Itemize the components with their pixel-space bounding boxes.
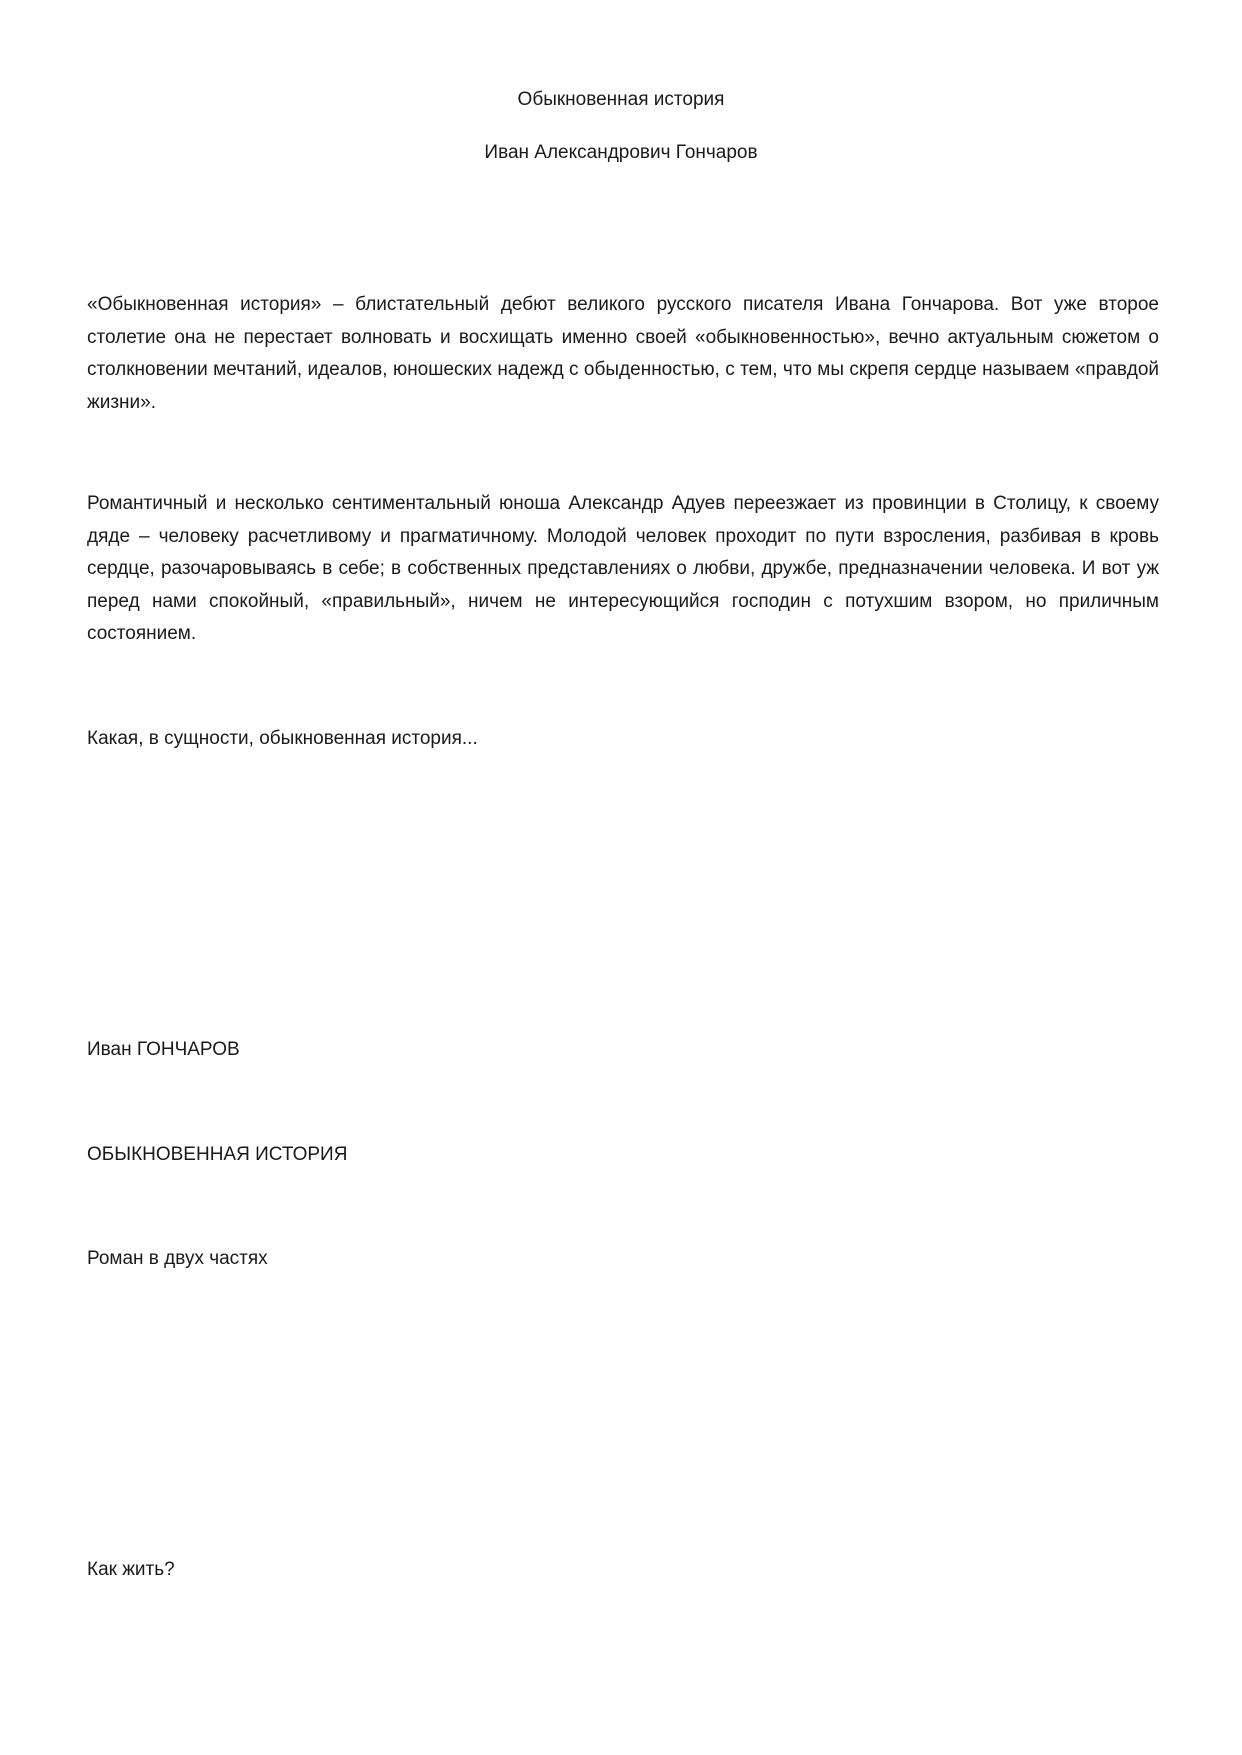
annotation-paragraph-2: Романтичный и несколько сентиментальный юноша Александр Адуев переезжает из провинции в Столицу, к своему дяде – человеку расчетливому и прагматичному. Молодой человек проходит по пути взросления, разбивая в кровь сердце, разочаровываясь в себе; в собственных представлениях о любви, дружбе, предназначении человека. И вот уж перед нами спокойный, «правильный», ничем не интересующийся господин с потухшим взором, но приличным состоянием.	[87, 493, 1159, 644]
annotation-paragraph-1: «Обыкновенная история» – блистательный дебют великого русского писателя Ивана Гончарова. Вот уже второе столетие она не перестает волновать и восхищать именно своей «обыкновенностью», вечно актуальным сюжетом о столкновении мечтаний, идеалов, юношеских надежд с обыденностью, с тем, что мы скрепя сердце называем «правдой жизни».	[87, 294, 1159, 413]
book-author: Иван Александрович Гончаров	[484, 142, 758, 163]
annotation-paragraph-3: Какая, в сущности, обыкновенная история...	[87, 728, 478, 749]
chapter-heading: Как жить?	[87, 1559, 175, 1580]
title-page-title: ОБЫКНОВЕННАЯ ИСТОРИЯ	[87, 1144, 348, 1165]
title-page-subtitle: Роман в двух частях	[87, 1248, 268, 1269]
title-page-author: Иван ГОНЧАРОВ	[87, 1039, 240, 1060]
book-title: Обыкновенная история	[517, 89, 725, 110]
